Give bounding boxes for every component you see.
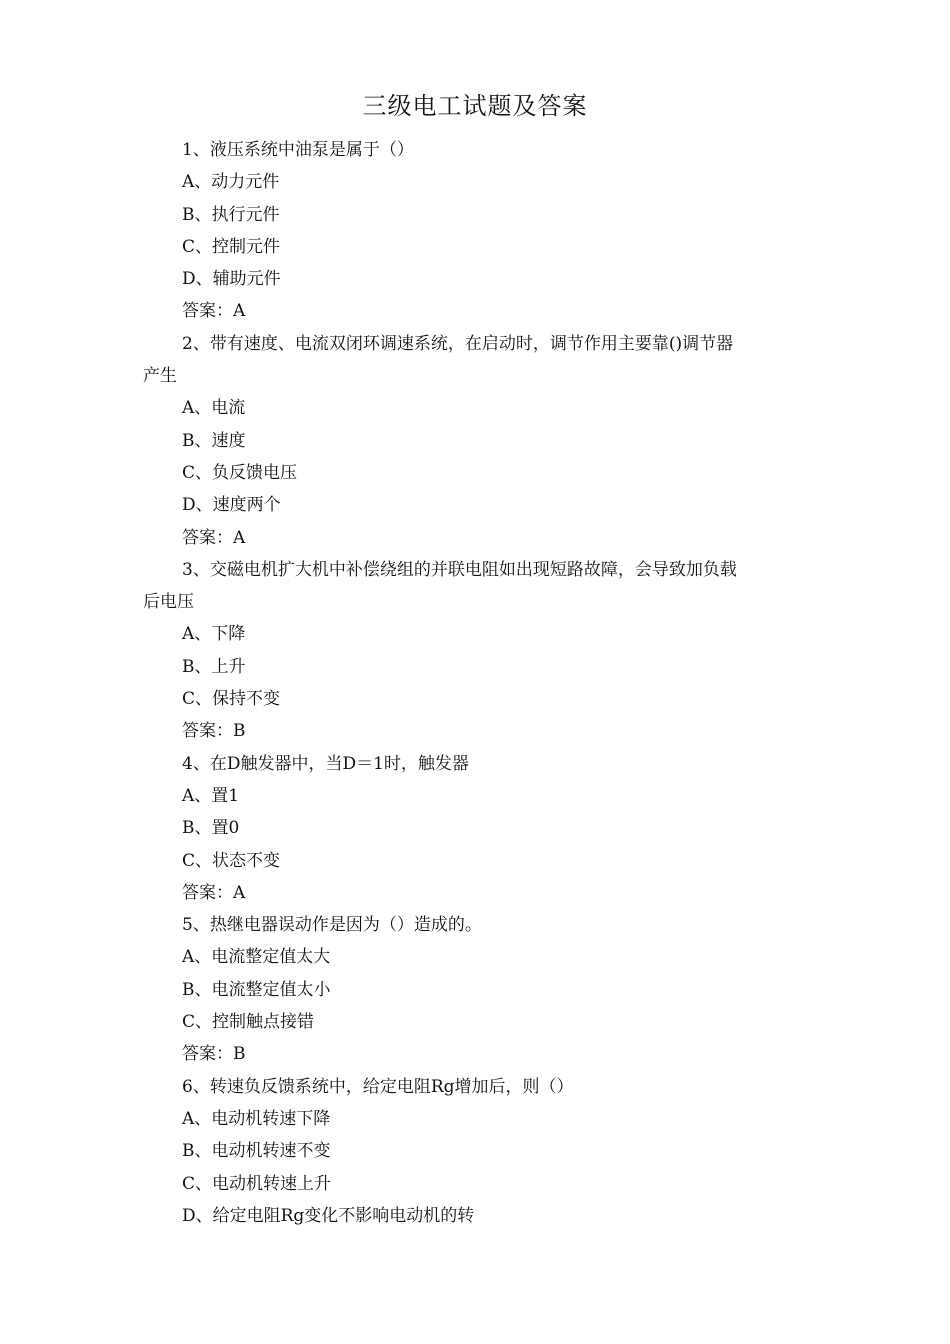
text-line: 答案：B bbox=[182, 1044, 246, 1065]
text-line: 答案：A bbox=[182, 527, 246, 548]
text-line: A、电流整定值太大 bbox=[182, 947, 331, 968]
text-line-continuation: 后电压 bbox=[143, 592, 194, 613]
text-line: 3、交磁电机扩大机中补偿绕组的并联电阻如出现短路故障，会导致加负载 bbox=[182, 559, 737, 580]
text-line: 2、带有速度、电流双闭环调速系统，在启动时，调节作用主要靠()调节器 bbox=[182, 333, 734, 354]
text-line: B、置0 bbox=[182, 818, 240, 839]
text-line: 4、在D触发器中，当D＝1时，触发器 bbox=[182, 753, 469, 774]
text-line: D、给定电阻Rg变化不影响电动机的转 bbox=[182, 1205, 475, 1226]
text-line: B、电流整定值太小 bbox=[182, 979, 331, 1000]
text-line: 答案：B bbox=[182, 721, 246, 742]
text-line: C、控制元件 bbox=[182, 236, 281, 257]
text-line: C、保持不变 bbox=[182, 689, 281, 710]
document-body bbox=[143, 134, 818, 1232]
document-title: 三级电工试题及答案 bbox=[362, 92, 588, 120]
text-line: D、辅助元件 bbox=[182, 269, 281, 290]
text-line: 答案：A bbox=[182, 301, 246, 322]
text-line: A、置1 bbox=[182, 785, 240, 806]
text-line: C、负反馈电压 bbox=[182, 462, 298, 483]
text-line: A、电流 bbox=[182, 398, 246, 419]
text-line: B、速度 bbox=[182, 430, 246, 451]
text-line: 6、转速负反馈系统中，给定电阻Rg增加后，则（） bbox=[182, 1076, 574, 1097]
text-line: B、执行元件 bbox=[182, 204, 280, 225]
text-line: D、速度两个 bbox=[182, 495, 281, 516]
text-line: 答案：A bbox=[182, 882, 246, 903]
text-line: B、上升 bbox=[182, 656, 246, 677]
text-line: C、控制触点接错 bbox=[182, 1012, 315, 1033]
text-line: A、电动机转速下降 bbox=[182, 1108, 331, 1129]
text-line: 1、液压系统中油泵是属于（） bbox=[182, 140, 414, 160]
text-line: C、状态不变 bbox=[182, 850, 281, 871]
text-line: A、动力元件 bbox=[182, 172, 280, 193]
text-line: 5、热继电器误动作是因为（）造成的。 bbox=[182, 915, 482, 936]
text-line: A、下降 bbox=[182, 624, 246, 645]
text-line-continuation: 产生 bbox=[143, 366, 177, 387]
text-line: C、电动机转速上升 bbox=[182, 1173, 332, 1194]
text-line: B、电动机转速不变 bbox=[182, 1141, 331, 1162]
